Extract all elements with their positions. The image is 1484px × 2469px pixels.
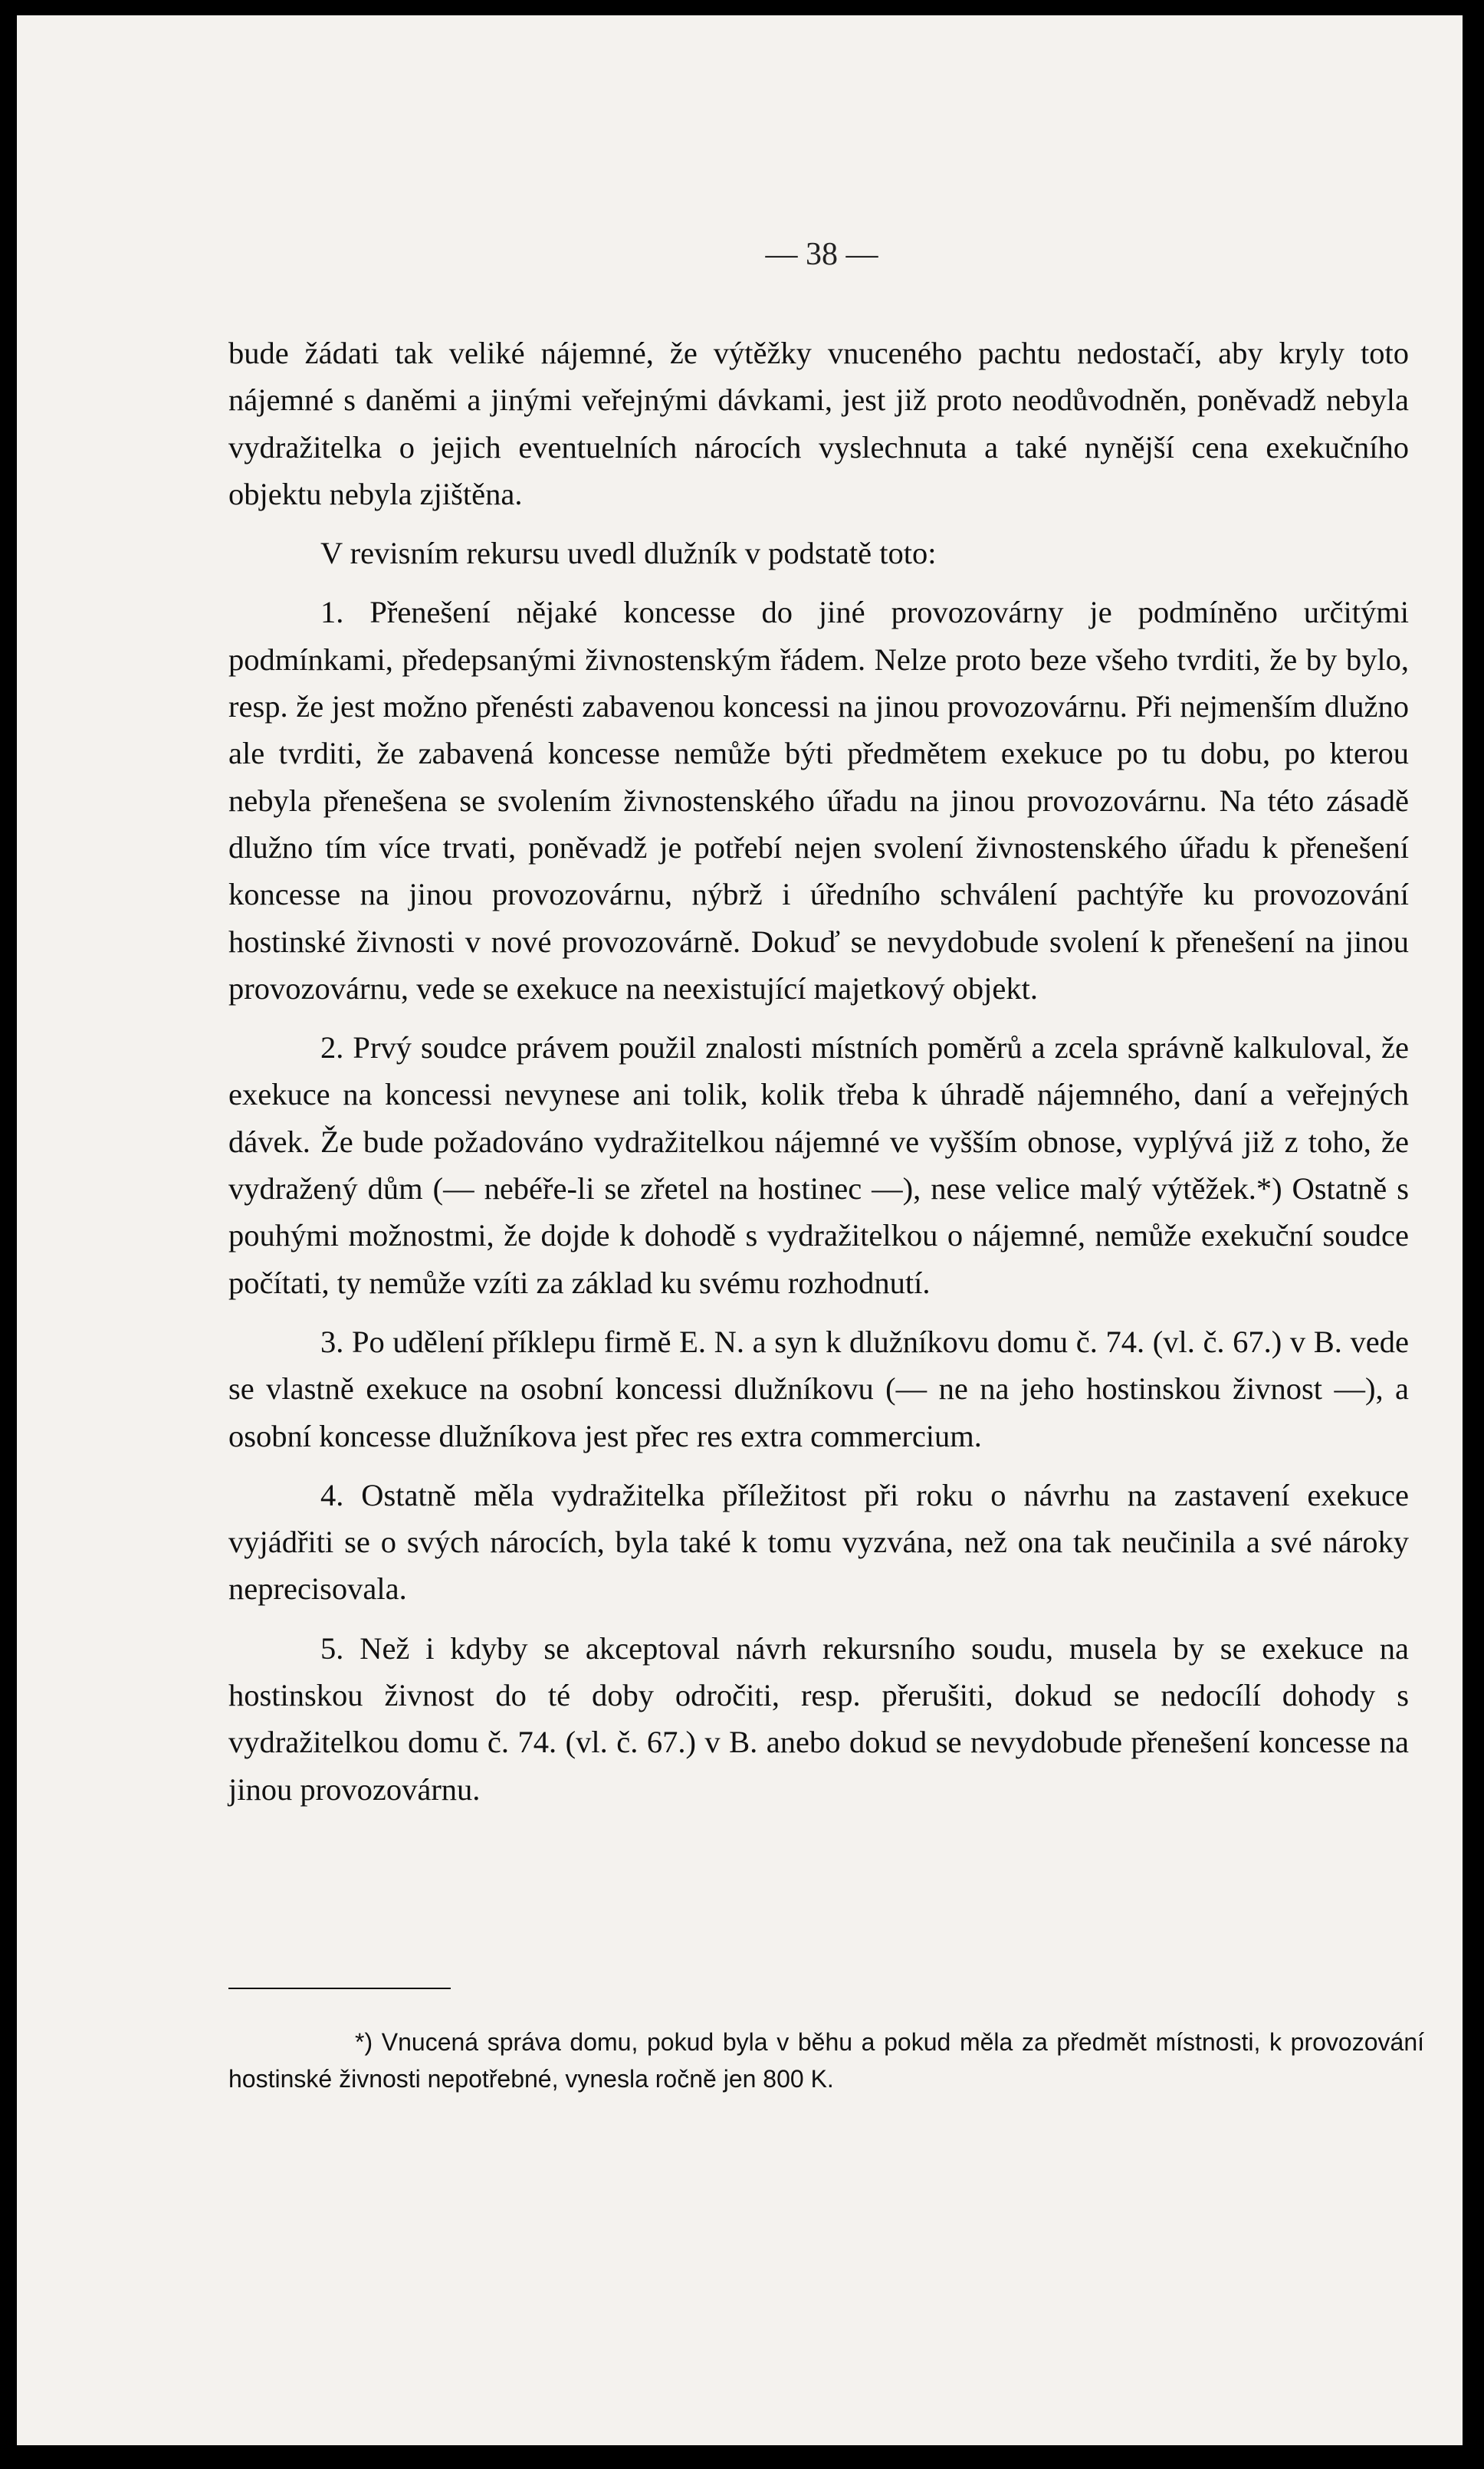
paragraph-point-5: 5. Než i kdyby se akceptoval návrh rekursního soudu, musela by se exekuce na hostinskou živnost do té doby odročiti, resp. přerušiti, dokud se nedocílí dohody s vydražitelkou domu č. 74. (vl. č. 67.) v B. anebo dokud se nevydobude přenešení koncesse na jinou provozovárnu. — [228, 1630, 1409, 1807]
scanned-page — [17, 15, 1463, 2445]
footnote-divider — [228, 1988, 451, 1989]
footnote: *) Vnucená správa domu, pokud byla v běhu a pokud měla za předmět místnosti, k provozování hostinské živnosti nepotřebné, vynesla ročně jen 800 K. — [228, 2028, 1424, 2093]
paragraph-continuation: bude žádati tak veliké nájemné, že výtěžky vnuceného pachtu nedostačí, aby kryly toto nájemné s daněmi a jinými veřejnými dávkami, jest již proto neodůvodněn, poněvadž nebyla vydražitelka o jejich eventuelních nárocích vyslechnuta a také nynější cena exekučního objektu nebyla zjištěna. — [228, 336, 1409, 511]
body-text — [228, 330, 1409, 1813]
paragraph-point-1: 1. Přenešení nějaké koncesse do jiné provozovárny je podmíněno určitými podmínkami, předepsanými živnostenským řádem. Nelze proto beze všeho tvrditi, že by bylo, resp. že jest možno přenésti zabavenou koncessi na jinou provozovárnu. Při nejmenším dlužno ale tvrditi, že zabavená koncesse nemůže býti předmětem exekuce po tu dobu, po kterou nebyla přenešena se svolením živnostenského úřadu na jinou provozovárnu. Na této zásadě dlužno tím více trvati, poněvadž je potřebí nejen svolení živnostenského úřadu k přenešení koncesse na jinou provozovárnu, nýbrž i úředního schválení pachtýře ku provozování hostinské živnosti v nové provozovárně. Dokuď se nevydobude svolení k přenešení na jinou provozovárnu, vede se exekuce na neexistující majetkový objekt. — [228, 595, 1409, 1006]
paragraph-intro: V revisním rekursu uvedl dlužník v podstatě toto: — [320, 536, 937, 571]
paragraph-point-4: 4. Ostatně měla vydražitelka příležitost při roku o návrhu na zastavení exekuce vyjádřiti se o svých nárocích, byla také k tomu vyzvána, než ona tak neučinila a své nároky neprecisovala. — [228, 1477, 1409, 1607]
paragraph-point-3: 3. Po udělení příklepu firmě E. N. a syn k dlužníkovu domu č. 74. (vl. č. 67.) v B. vede se vlastně exekuce na osobní koncessi dlužníkovu (— ne na jeho hostinskou živnost —), a osobní koncesse dlužníkova jest přec res extra commercium. — [228, 1324, 1409, 1453]
page-number: — 38 — — [765, 237, 878, 272]
paragraph-point-2: 2. Prvý soudce právem použil znalosti místních poměrů a zcela správně kalkuloval, že exekuce na koncessi nevynese ani tolik, kolik třeba k úhradě nájemného, daní a veřejných dávek. Že bude požadováno vydražitelkou nájemné ve vyšším obnose, vyplývá již z toho, že vydražený dům (— nebéře-li se zřetel na hostinec —), nese velice malý výtěžek.*) Ostatně s pouhými možnostmi, že dojde k dohodě s vydražitelkou o nájemné, nemůže exekuční soudce počítati, ty nemůže vzíti za základ ku svému rozhodnutí. — [228, 1030, 1409, 1300]
